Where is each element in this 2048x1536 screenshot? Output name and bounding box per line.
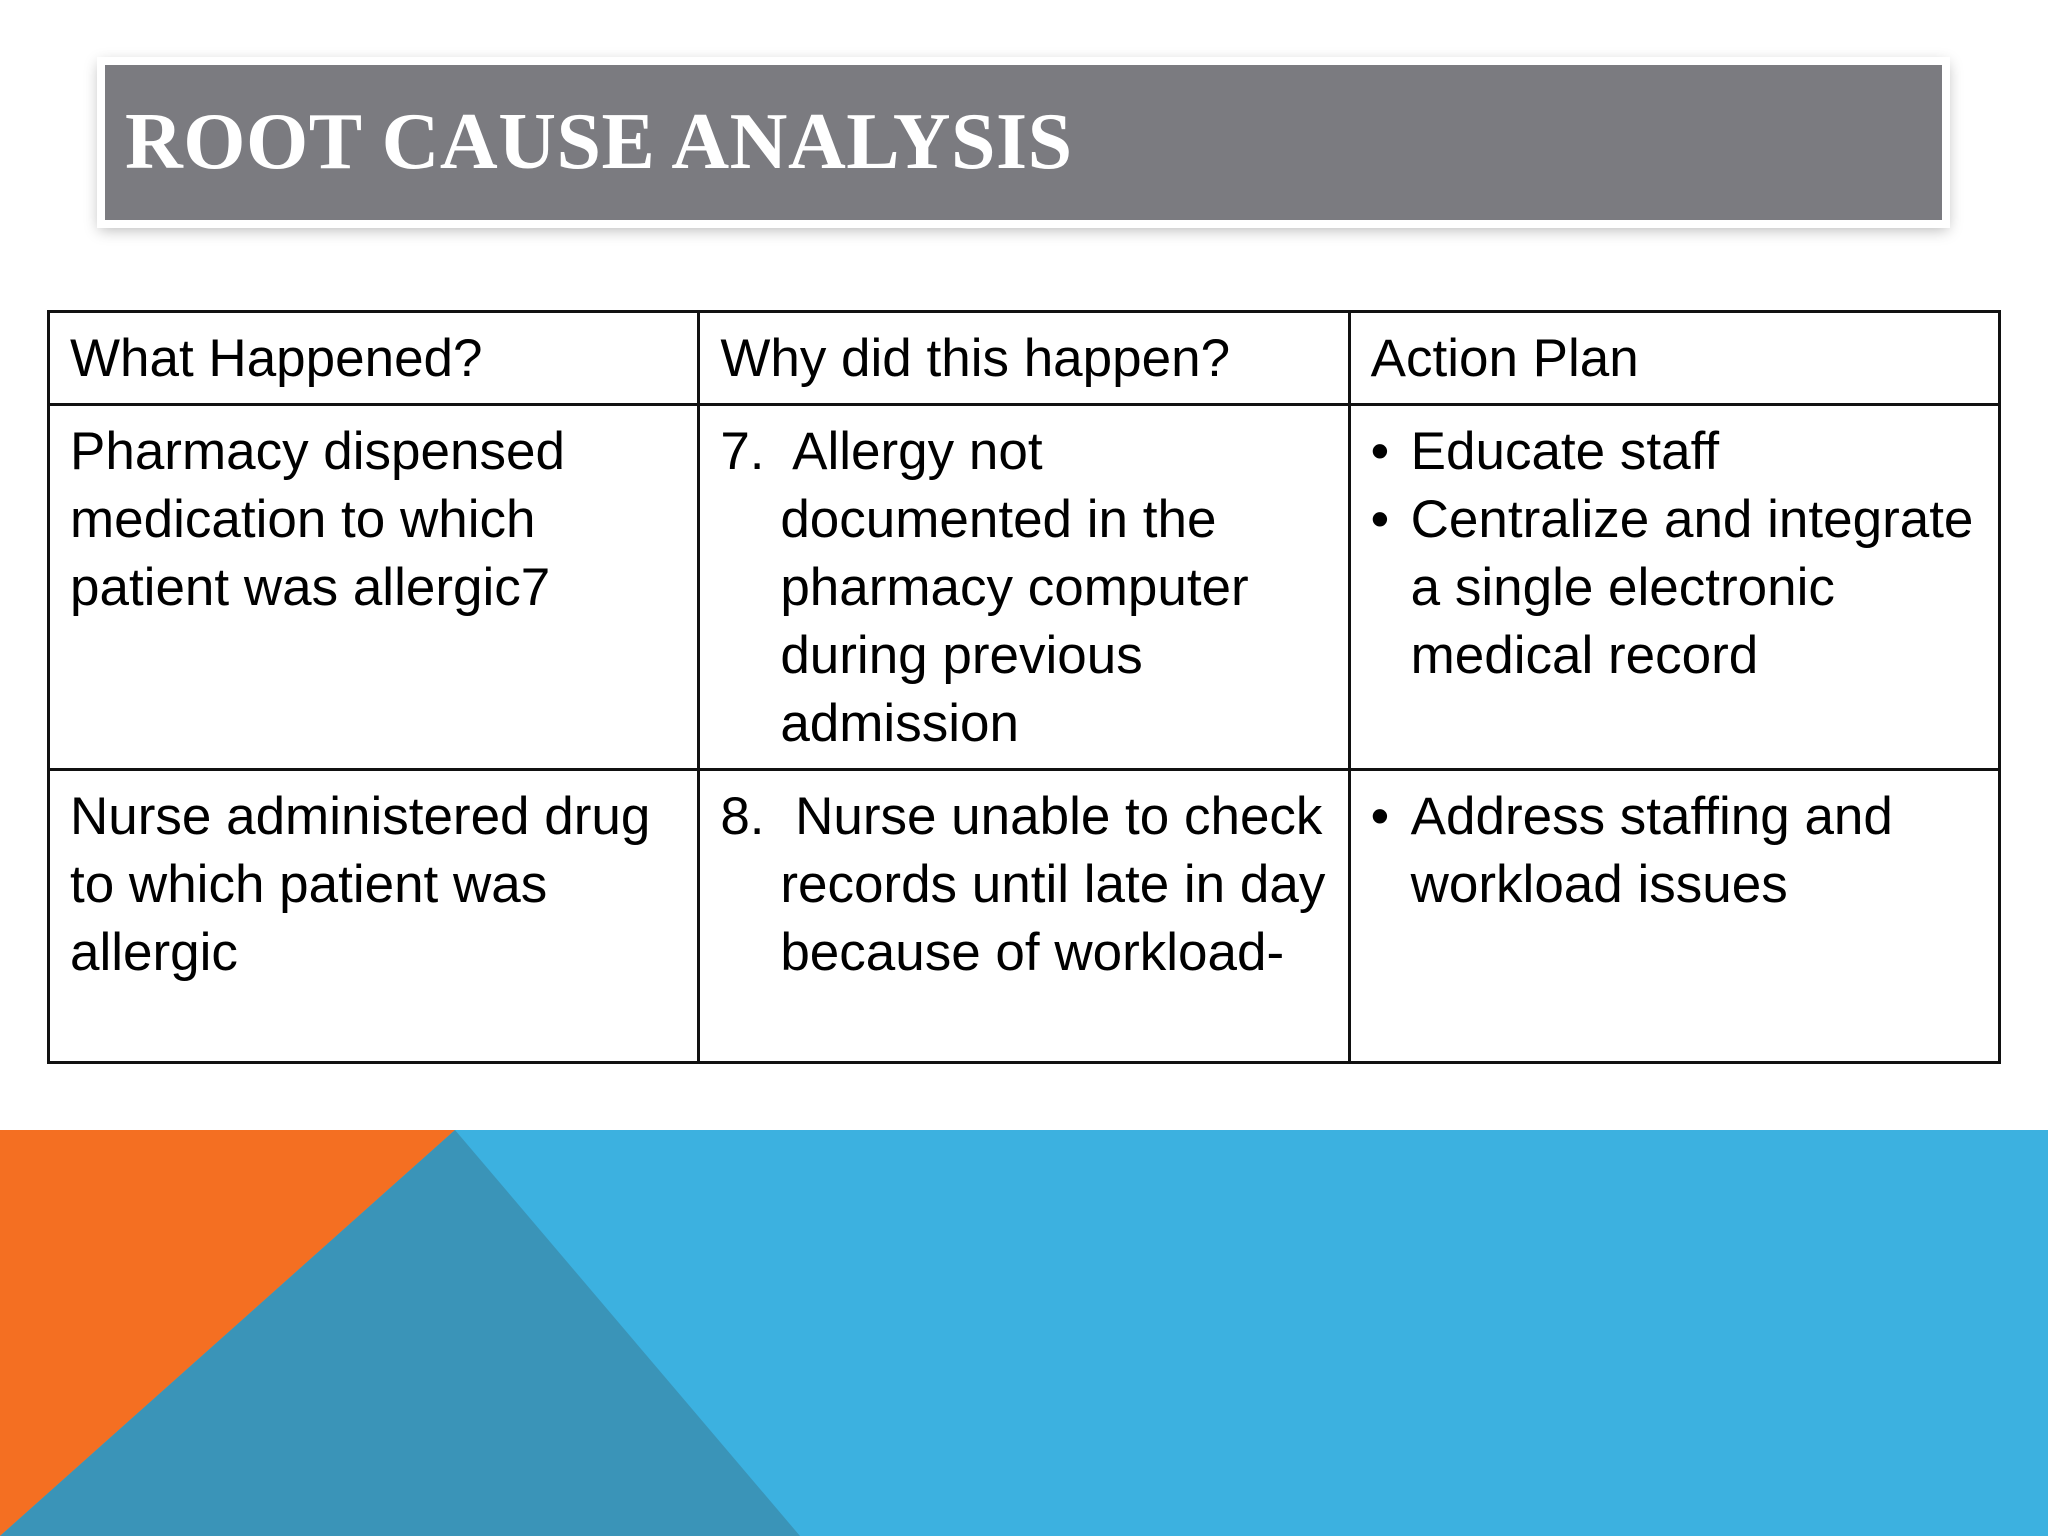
header-what-happened: What Happened? bbox=[49, 312, 699, 405]
bullet-icon: • bbox=[1370, 490, 1390, 549]
action-list bbox=[1371, 418, 1978, 690]
table-row bbox=[49, 405, 2000, 770]
what-cell: Nurse administered drug to which patient was allergic bbox=[49, 770, 699, 1063]
why-text: Allergy not documented in the pharmacy computer during previous admission bbox=[780, 422, 1249, 753]
root-cause-table bbox=[47, 310, 2001, 1064]
bullet-icon: • bbox=[1370, 422, 1390, 481]
title-bar bbox=[105, 65, 1942, 220]
what-cell: Pharmacy dispensed medication to which patient was allergic7 bbox=[49, 405, 699, 770]
slide-title: ROOT CAUSE ANALYSIS bbox=[125, 98, 1073, 186]
header-action-plan: Action Plan bbox=[1349, 312, 1999, 405]
why-number: 8. bbox=[720, 787, 765, 846]
bullet-icon: • bbox=[1370, 787, 1390, 846]
action-cell bbox=[1349, 405, 1999, 770]
action-cell bbox=[1349, 770, 1999, 1063]
action-text: Educate staff bbox=[1410, 422, 1720, 481]
header-why: Why did this happen? bbox=[699, 312, 1349, 405]
action-text: Centralize and integrate a single electronic medical record bbox=[1410, 490, 1974, 685]
list-item bbox=[1371, 783, 1978, 919]
list-item bbox=[1371, 486, 1978, 690]
list-item bbox=[1371, 418, 1978, 486]
decorative-footer-band bbox=[0, 1130, 2048, 1536]
why-numbered-item bbox=[720, 418, 1327, 758]
table-row bbox=[49, 770, 2000, 1063]
why-numbered-item bbox=[720, 783, 1327, 987]
action-list bbox=[1371, 783, 1978, 919]
table-header-row bbox=[49, 312, 2000, 405]
why-cell bbox=[699, 405, 1349, 770]
action-text: Address staffing and workload issues bbox=[1410, 787, 1893, 914]
why-cell bbox=[699, 770, 1349, 1063]
why-number: 7. bbox=[720, 422, 765, 481]
why-text: Nurse unable to check records until late in day because of workload- bbox=[780, 787, 1326, 982]
